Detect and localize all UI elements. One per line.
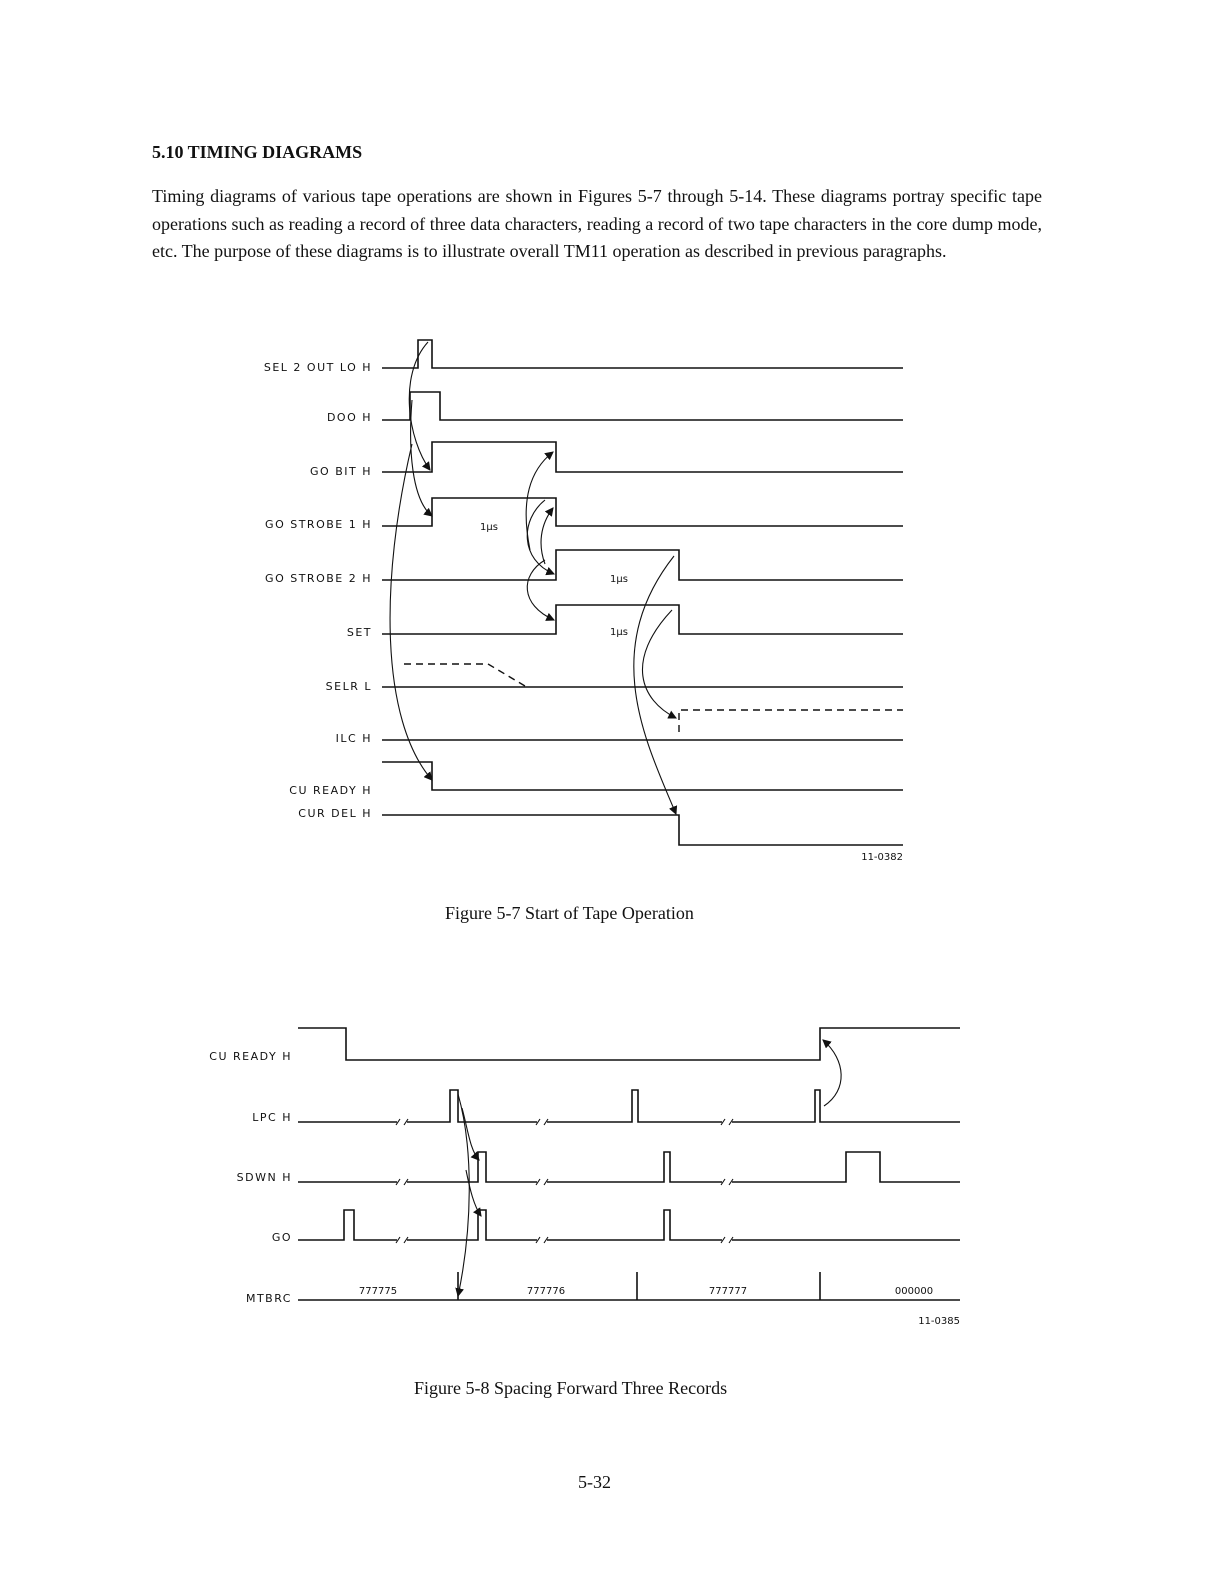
fig7-signal-label: GO BIT H: [310, 465, 372, 478]
waveform-cu-ready: [382, 762, 903, 790]
causality-arrow: [527, 560, 554, 620]
fig7-pulse-width-label: 1µs: [480, 522, 498, 533]
causality-arrow: [526, 452, 553, 550]
waveform-doo: [382, 392, 903, 420]
waveform-lpc: [298, 1090, 960, 1122]
fig8-signal-label: GO: [271, 1231, 292, 1244]
causality-arrow: [458, 1094, 469, 1296]
causality-arrow: [409, 342, 430, 470]
figure-5-7-caption: Figure 5-7 Start of Tape Operation: [445, 903, 694, 923]
causality-arrow: [411, 400, 432, 516]
waveform-cur-del: [382, 815, 903, 845]
waveform-go-strobe-1: [382, 498, 903, 526]
causality-arrow: [642, 610, 676, 718]
waveform-selr-dashed: [404, 664, 525, 686]
intro-paragraph: Timing diagrams of various tape operations are shown in Figures 5-7 through 5-14. These diagrams portray specific tape operations such as reading a record of three data characters, reading a record of two tape characters in the core dump mode, etc. The purpose of these diagrams is to illustrate overall TM11 operation as described in previous paragraphs.: [152, 186, 1042, 261]
fig8-drawing-number: 11-0385: [918, 1316, 960, 1327]
time-break-mark: [396, 1119, 733, 1243]
fig7-signal-label: SET: [346, 626, 372, 639]
waveform-go-strobe-2: [382, 550, 903, 580]
fig7-signal-label: SEL 2 OUT LO H: [263, 361, 372, 374]
causality-arrow: [390, 444, 432, 780]
fig8-signal-label: SDWN H: [236, 1171, 292, 1184]
mtbrc-value: 000000: [894, 1286, 934, 1297]
mtbrc-value: 777776: [526, 1286, 566, 1297]
fig7-pulse-width-label: 1µs: [610, 627, 628, 638]
fig7-signal-label: GO STROBE 1 H: [265, 518, 372, 531]
figure-5-7-timing-diagram: [0, 320, 1224, 880]
waveform-go-bit: [382, 442, 903, 472]
fig7-signal-label: CU READY H: [289, 784, 372, 797]
waveform-go: [298, 1210, 960, 1240]
mtbrc-value: 777775: [358, 1286, 398, 1297]
waveform-set: [382, 605, 903, 634]
section-heading: 5.10 TIMING DIAGRAMS: [152, 142, 363, 162]
mtbrc-value: 777777: [708, 1286, 748, 1297]
waveform-sel-2-out-lo: [382, 340, 903, 368]
fig8-signal-label: LPC H: [252, 1111, 292, 1124]
waveform-sdwn: [298, 1152, 960, 1182]
causality-arrow: [541, 508, 553, 564]
waveform-cu-ready: [298, 1028, 960, 1060]
waveform-ilc-dashed: [679, 710, 903, 732]
fig7-signal-label: DOO H: [326, 411, 372, 424]
fig8-signal-label: MTBRC: [245, 1292, 292, 1305]
figure-5-8-timing-diagram: [0, 1010, 1224, 1340]
fig7-signal-label: ILC H: [335, 732, 372, 745]
fig8-signal-label: CU READY H: [209, 1050, 292, 1063]
waveform-mtbrc: [298, 1272, 960, 1300]
fig7-signal-label: CUR DEL H: [298, 807, 372, 820]
fig7-pulse-width-label: 1µs: [610, 574, 628, 585]
page-number: 5-32: [578, 1472, 611, 1492]
fig7-signal-label: SELR L: [325, 680, 372, 693]
causality-arrow: [462, 1108, 479, 1160]
causality-arrow: [823, 1040, 841, 1106]
causality-arrow: [634, 556, 676, 814]
fig7-signal-label: GO STROBE 2 H: [265, 572, 372, 585]
figure-5-8-caption: Figure 5-8 Spacing Forward Three Records: [414, 1378, 728, 1398]
fig7-drawing-number: 11-0382: [861, 852, 903, 863]
